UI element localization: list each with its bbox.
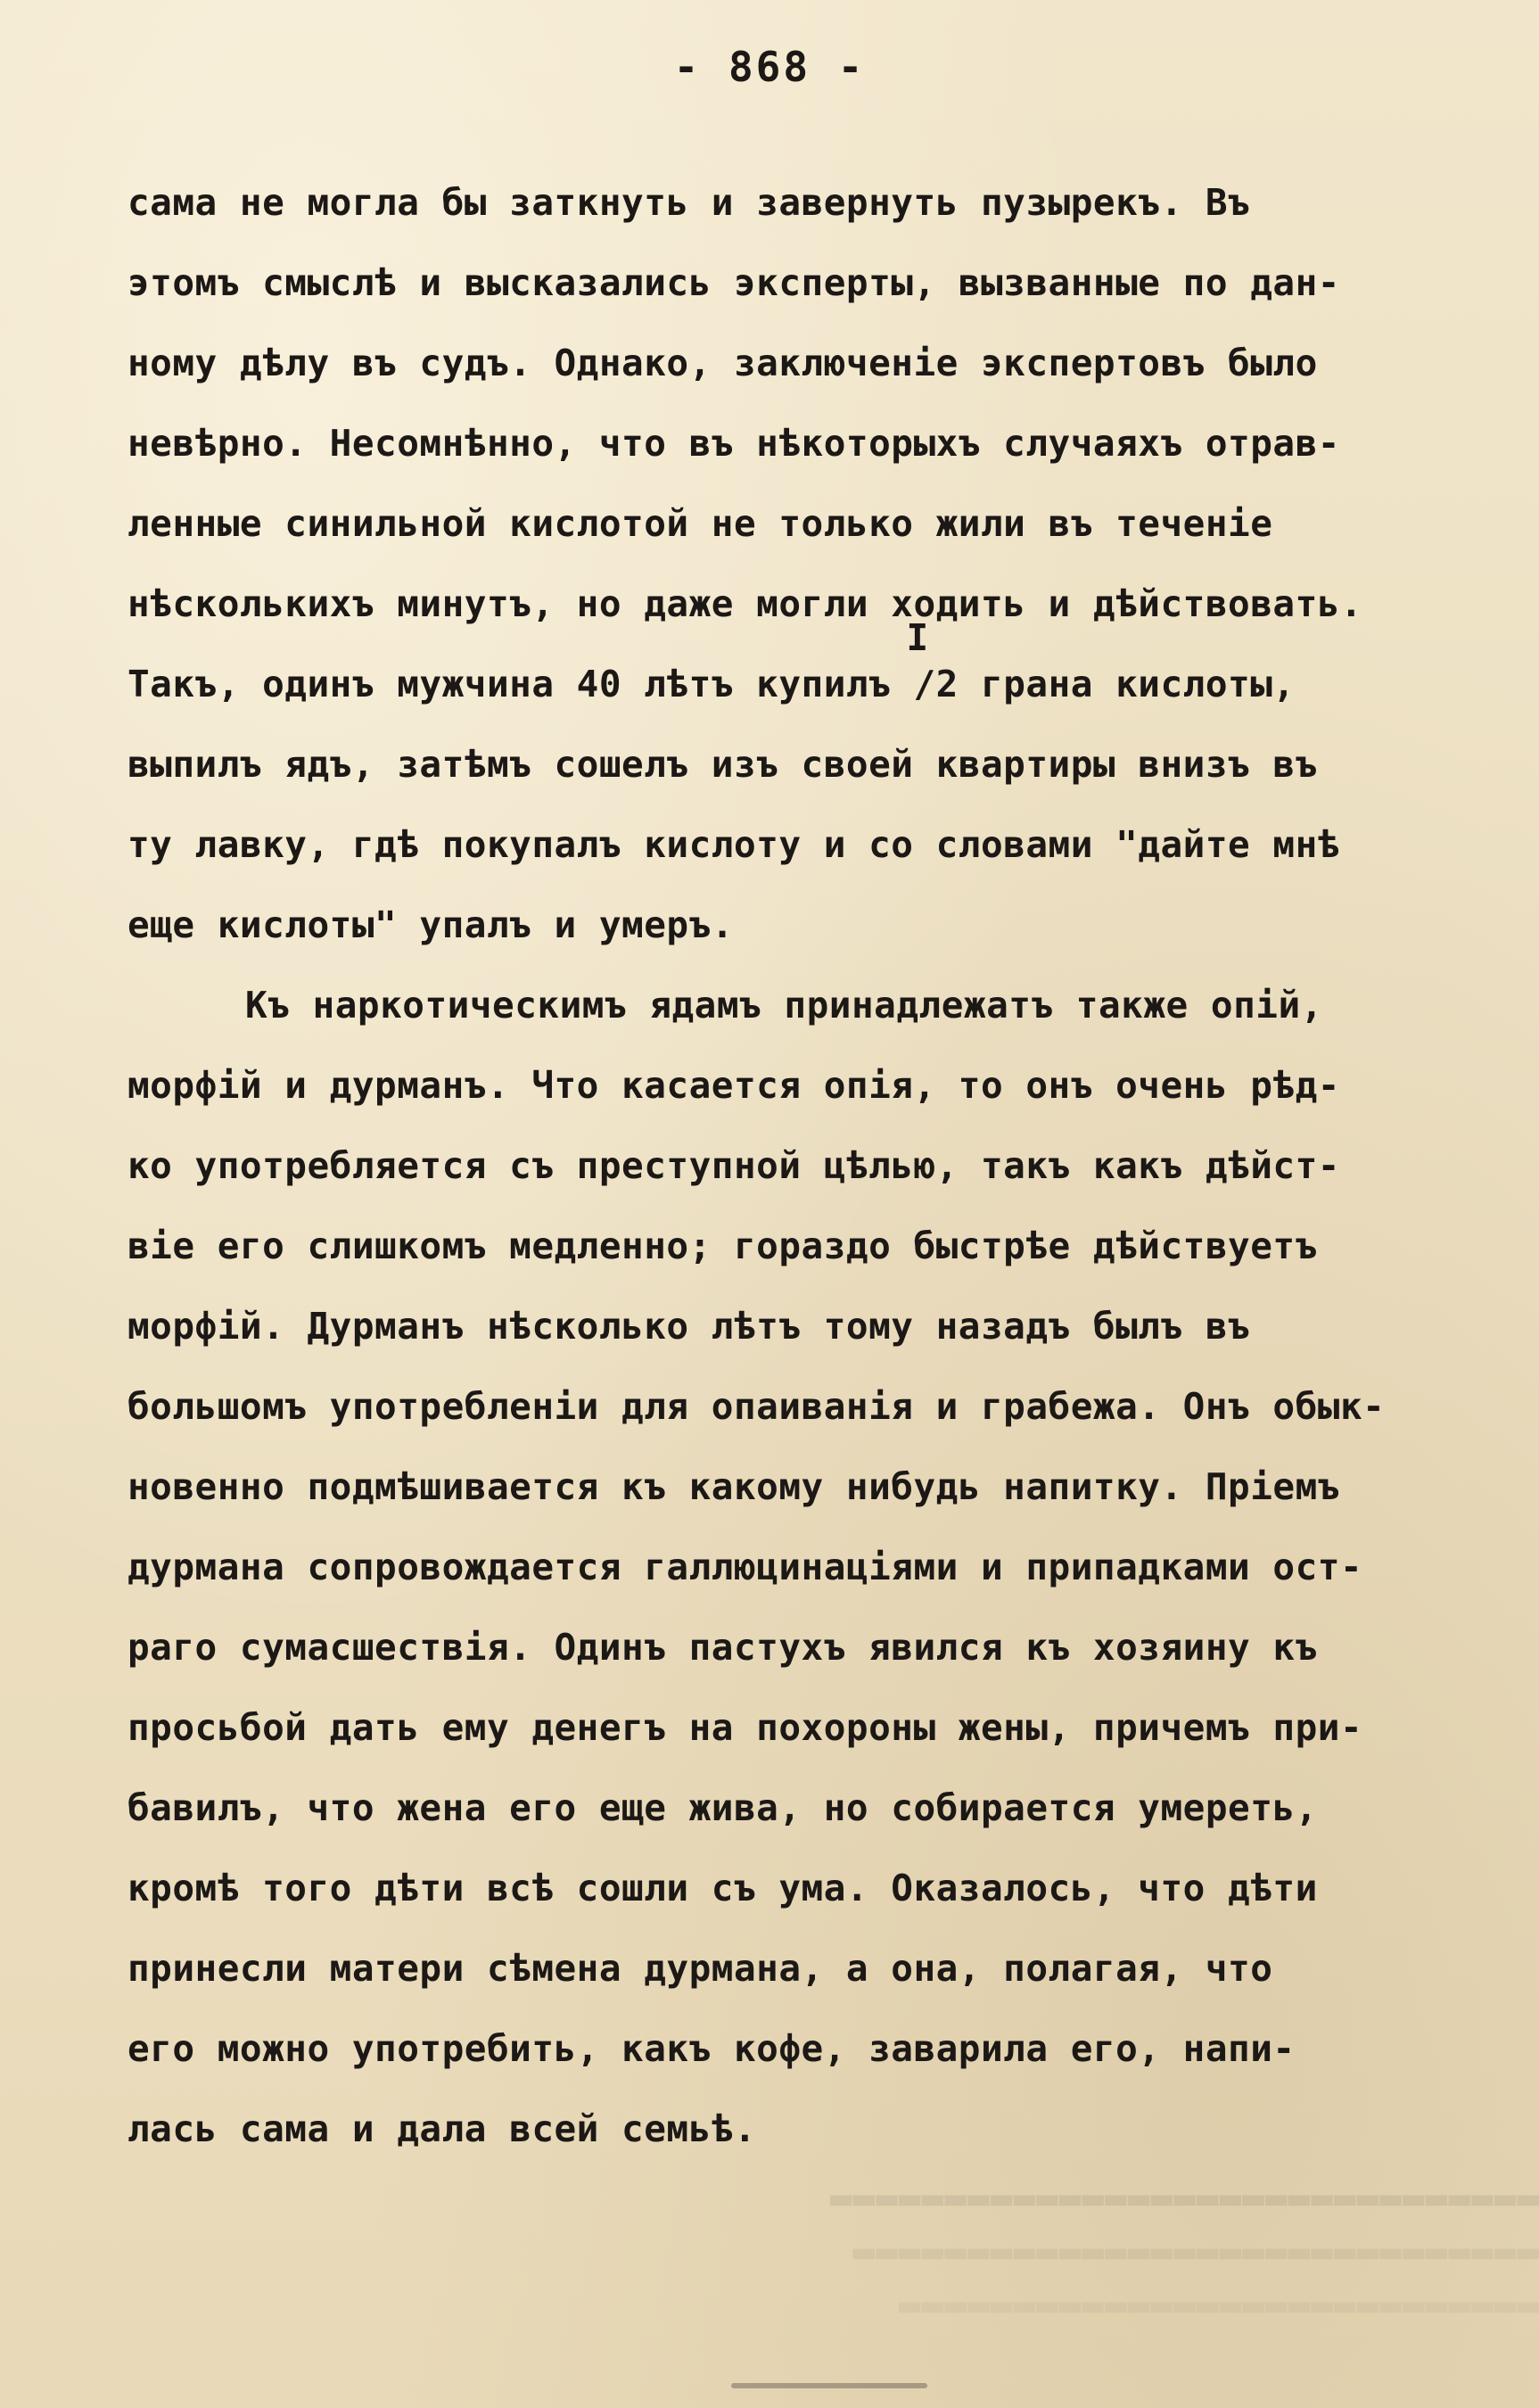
text-line: дурмана сопровождается галлюцинацiями и припадками ост- <box>128 1546 1363 1588</box>
fraction <box>906 616 959 724</box>
text-line: большомъ употребленiи для опаиванiя и грабежа. Онъ обык- <box>128 1385 1386 1428</box>
fraction-slash: / <box>913 663 936 705</box>
text-line: раго сумасшествiя. Одинъ пастухъ явился къ хозяину къ <box>128 1626 1318 1669</box>
bleed-through-texture: ▬▬▬▬▬▬▬▬▬▬▬▬▬▬▬▬▬▬▬▬▬▬▬▬▬▬▬▬▬▬ <box>852 2230 1539 2272</box>
fraction-numerator: I <box>906 616 929 659</box>
text-line: еще кислоты" упалъ и умеръ. <box>128 903 734 946</box>
text-line: принесли матери сѣмена дурмана, а она, полагая, что <box>128 1947 1273 1990</box>
text-line: ленные синильной кислотой не только жили въ теченiе <box>128 502 1273 545</box>
text-line-with-fraction <box>128 616 1465 724</box>
bleed-through-texture: ▬▬▬▬▬▬▬▬▬▬▬▬▬▬▬▬▬▬▬▬▬▬▬▬▬▬▬▬▬▬▬ <box>828 2176 1539 2219</box>
text-line: нѣсколькихъ минутъ, но даже могли ходить и дѣйствовать. <box>128 582 1363 625</box>
text-line: лась сама и дала всей семьѣ. <box>128 2107 757 2150</box>
text-segment: грана кислоты, <box>958 663 1296 705</box>
text-line: ному дѣлу въ судъ. Однако, заключенiе экспертовъ было <box>128 342 1318 384</box>
body-text <box>128 162 1465 2169</box>
text-line: ко употребляется съ преступной цѣлью, такъ какъ дѣйст- <box>128 1144 1340 1187</box>
paragraph-first-line: Къ наркотическимъ ядамъ принадлежатъ также опiй, <box>245 984 1323 1027</box>
text-line: морфiй. Дурманъ нѣсколько лѣтъ тому назадъ былъ въ <box>128 1305 1251 1348</box>
text-line: этомъ смыслѣ и высказались эксперты, вызванные по дан- <box>128 261 1340 304</box>
text-line: кромѣ того дѣти всѣ сошли съ ума. Оказалось, что дѣти <box>128 1867 1318 1909</box>
text-line: выпилъ ядъ, затѣмъ сошелъ изъ своей квартиры внизъ въ <box>128 743 1318 786</box>
text-line: морфiй и дурманъ. Что касается опiя, то онъ очень рѣд- <box>128 1064 1340 1107</box>
text-line: бавилъ, что жена его еще жива, но собирается умереть, <box>128 1786 1318 1829</box>
text-segment: Такъ, одинъ мужчина 40 лѣтъ купилъ <box>128 663 914 705</box>
text-line: ту лавку, гдѣ покупалъ кислоту и со словами "дайте мнѣ <box>128 823 1340 866</box>
text-line: невѣрно. Несомнѣнно, что въ нѣкоторыхъ случаяхъ отрав- <box>128 422 1340 465</box>
scan-artifact <box>731 2383 927 2388</box>
fraction-denominator: 2 <box>935 663 959 705</box>
text-line: новенно подмѣшивается къ какому нибудь напитку. Прiемъ <box>128 1465 1340 1508</box>
text-line: вiе его слишкомъ медленно; гораздо быстрѣе дѣйствуетъ <box>128 1225 1318 1267</box>
bleed-through-texture: ▬▬▬▬▬▬▬▬▬▬▬▬▬▬▬▬▬▬▬▬▬▬▬▬▬▬▬▬ <box>897 2283 1539 2326</box>
page-number: - 868 - <box>673 43 866 91</box>
text-line: его можно употребить, какъ кофе, заварила его, напи- <box>128 2027 1296 2070</box>
text-line: сама не могла бы заткнуть и завернуть пузырекъ. Въ <box>128 181 1251 224</box>
text-line: просьбой дать ему денегъ на похороны жены, причемъ при- <box>128 1706 1363 1749</box>
